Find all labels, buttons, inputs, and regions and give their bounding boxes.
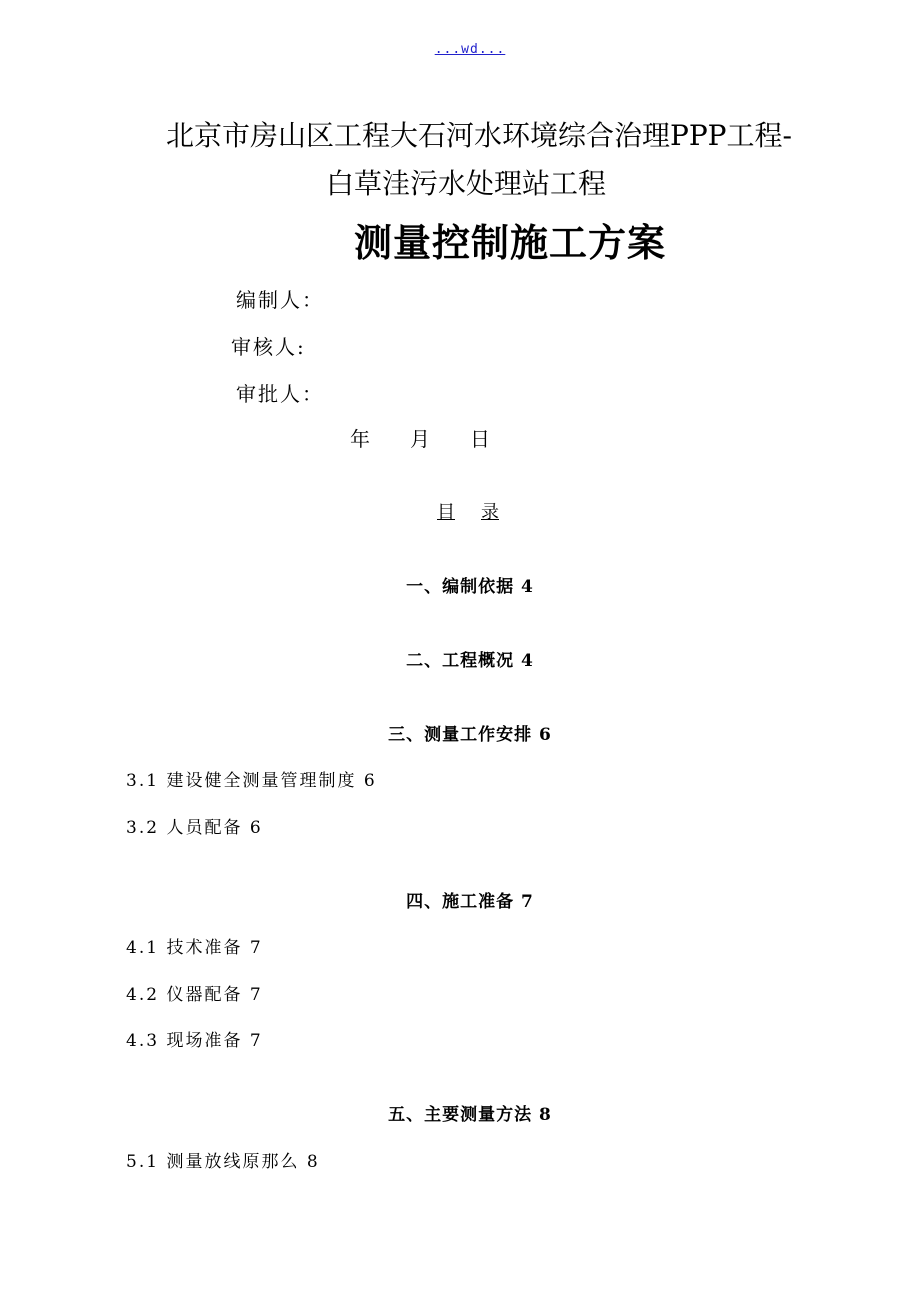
document-title-line-1: 北京市房山区工程大石河水环境综合治理PPP工程- xyxy=(166,119,792,152)
date-year: 年 xyxy=(350,427,370,451)
date-line xyxy=(350,423,490,452)
document-title-line-2: 白草洼污水处理站工程 xyxy=(326,167,607,200)
date-day: 日 xyxy=(470,427,490,451)
signature-reviewer-label: 审核人: xyxy=(231,335,306,359)
signature-compiler-label: 编制人： xyxy=(236,288,324,312)
toc-title xyxy=(437,498,499,524)
date-month: 月 xyxy=(410,427,430,451)
toc-entry[interactable]: 五、主要测量方法 8 xyxy=(388,1105,552,1125)
toc-title-part-1: 目 xyxy=(437,502,455,523)
signature-approver-label: 审批人： xyxy=(236,382,324,406)
toc-title-part-2: 录 xyxy=(481,502,499,523)
header-link[interactable]: ...wd... xyxy=(434,42,506,57)
toc-entry[interactable]: 4.1 技术准备 7 xyxy=(126,938,263,958)
toc-entry[interactable]: 3.1 建设健全测量管理制度 6 xyxy=(126,771,377,791)
toc-entry[interactable]: 一、编制依据 4 xyxy=(406,577,534,597)
toc-entry[interactable]: 二、工程概况 4 xyxy=(406,651,534,671)
toc-entry[interactable]: 四、施工准备 7 xyxy=(406,892,534,912)
toc-entry[interactable]: 3.2 人员配备 6 xyxy=(126,818,263,838)
toc-entry[interactable]: 三、测量工作安排 6 xyxy=(388,725,552,745)
toc-entry[interactable]: 4.3 现场准备 7 xyxy=(126,1031,263,1051)
document-main-title: 测量控制施工方案 xyxy=(353,220,666,265)
toc-entry[interactable]: 5.1 测量放线原那么 8 xyxy=(126,1152,320,1172)
toc-entry[interactable]: 4.2 仪器配备 7 xyxy=(126,985,263,1005)
